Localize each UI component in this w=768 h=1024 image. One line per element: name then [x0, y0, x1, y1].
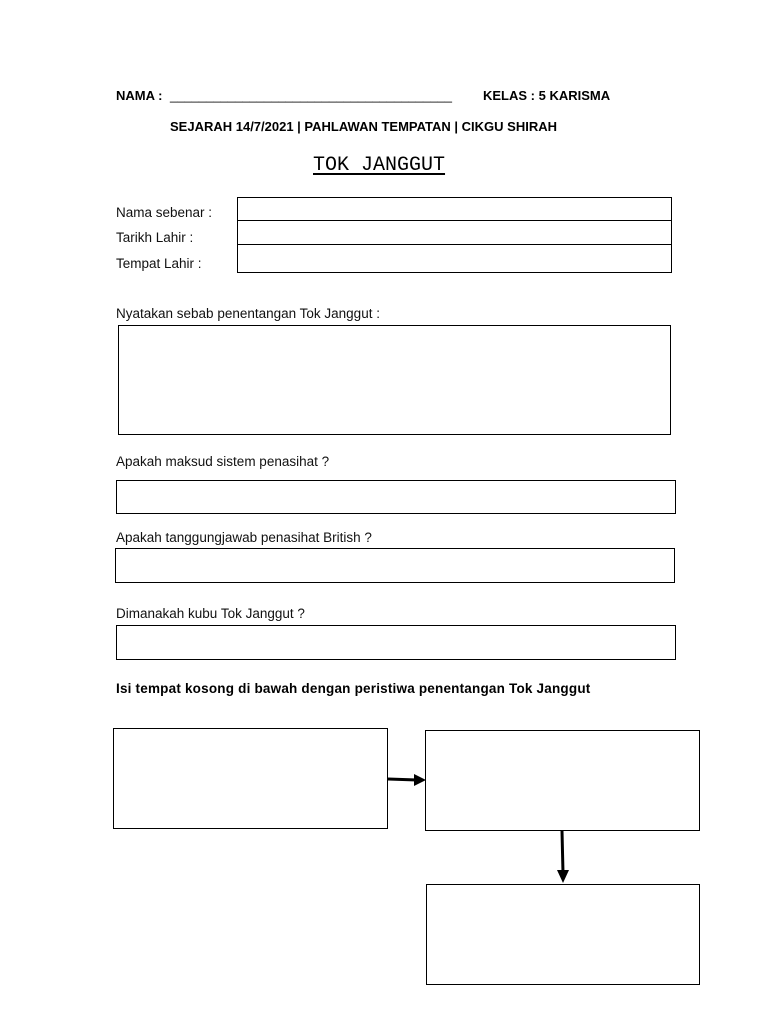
arrow-right-icon [385, 770, 430, 790]
flowchart-box-3[interactable] [426, 884, 700, 985]
name-blank-line[interactable]: _______________________________________ [170, 88, 452, 103]
birth-place-label: Tempat Lahir : [116, 256, 202, 271]
answer-fortress-location[interactable] [116, 625, 676, 660]
birth-date-field[interactable] [237, 220, 672, 245]
arrow-down-icon [553, 829, 573, 887]
flowchart-instruction: Isi tempat kosong di bawah dengan peristiwa penentangan Tok Janggut [116, 681, 591, 696]
flowchart-box-1[interactable] [113, 728, 388, 829]
answer-advisor-system[interactable] [116, 480, 676, 514]
flowchart-box-2[interactable] [425, 730, 700, 831]
class-label: KELAS : 5 KARISMA [483, 88, 611, 103]
page-title: TOK JANGGUT [313, 154, 446, 177]
answer-resistance-cause[interactable] [118, 325, 671, 435]
real-name-label: Nama sebenar : [116, 205, 213, 220]
worksheet-subtitle: SEJARAH 14/7/2021 | PAHLAWAN TEMPATAN | CIKGU SHIRAH [170, 119, 557, 134]
question-fortress-location: Dimanakah kubu Tok Janggut ? [116, 606, 305, 621]
birth-place-field[interactable] [237, 244, 672, 273]
question-resistance-cause: Nyatakan sebab penentangan Tok Janggut : [116, 306, 380, 321]
name-label: NAMA : [116, 88, 163, 103]
real-name-field[interactable] [237, 197, 672, 221]
question-advisor-system: Apakah maksud sistem penasihat ? [116, 454, 330, 469]
question-british-advisor-duty: Apakah tanggungjawab penasihat British ? [116, 530, 372, 545]
birth-date-label: Tarikh Lahir : [116, 230, 194, 245]
answer-british-advisor-duty[interactable] [115, 548, 675, 583]
